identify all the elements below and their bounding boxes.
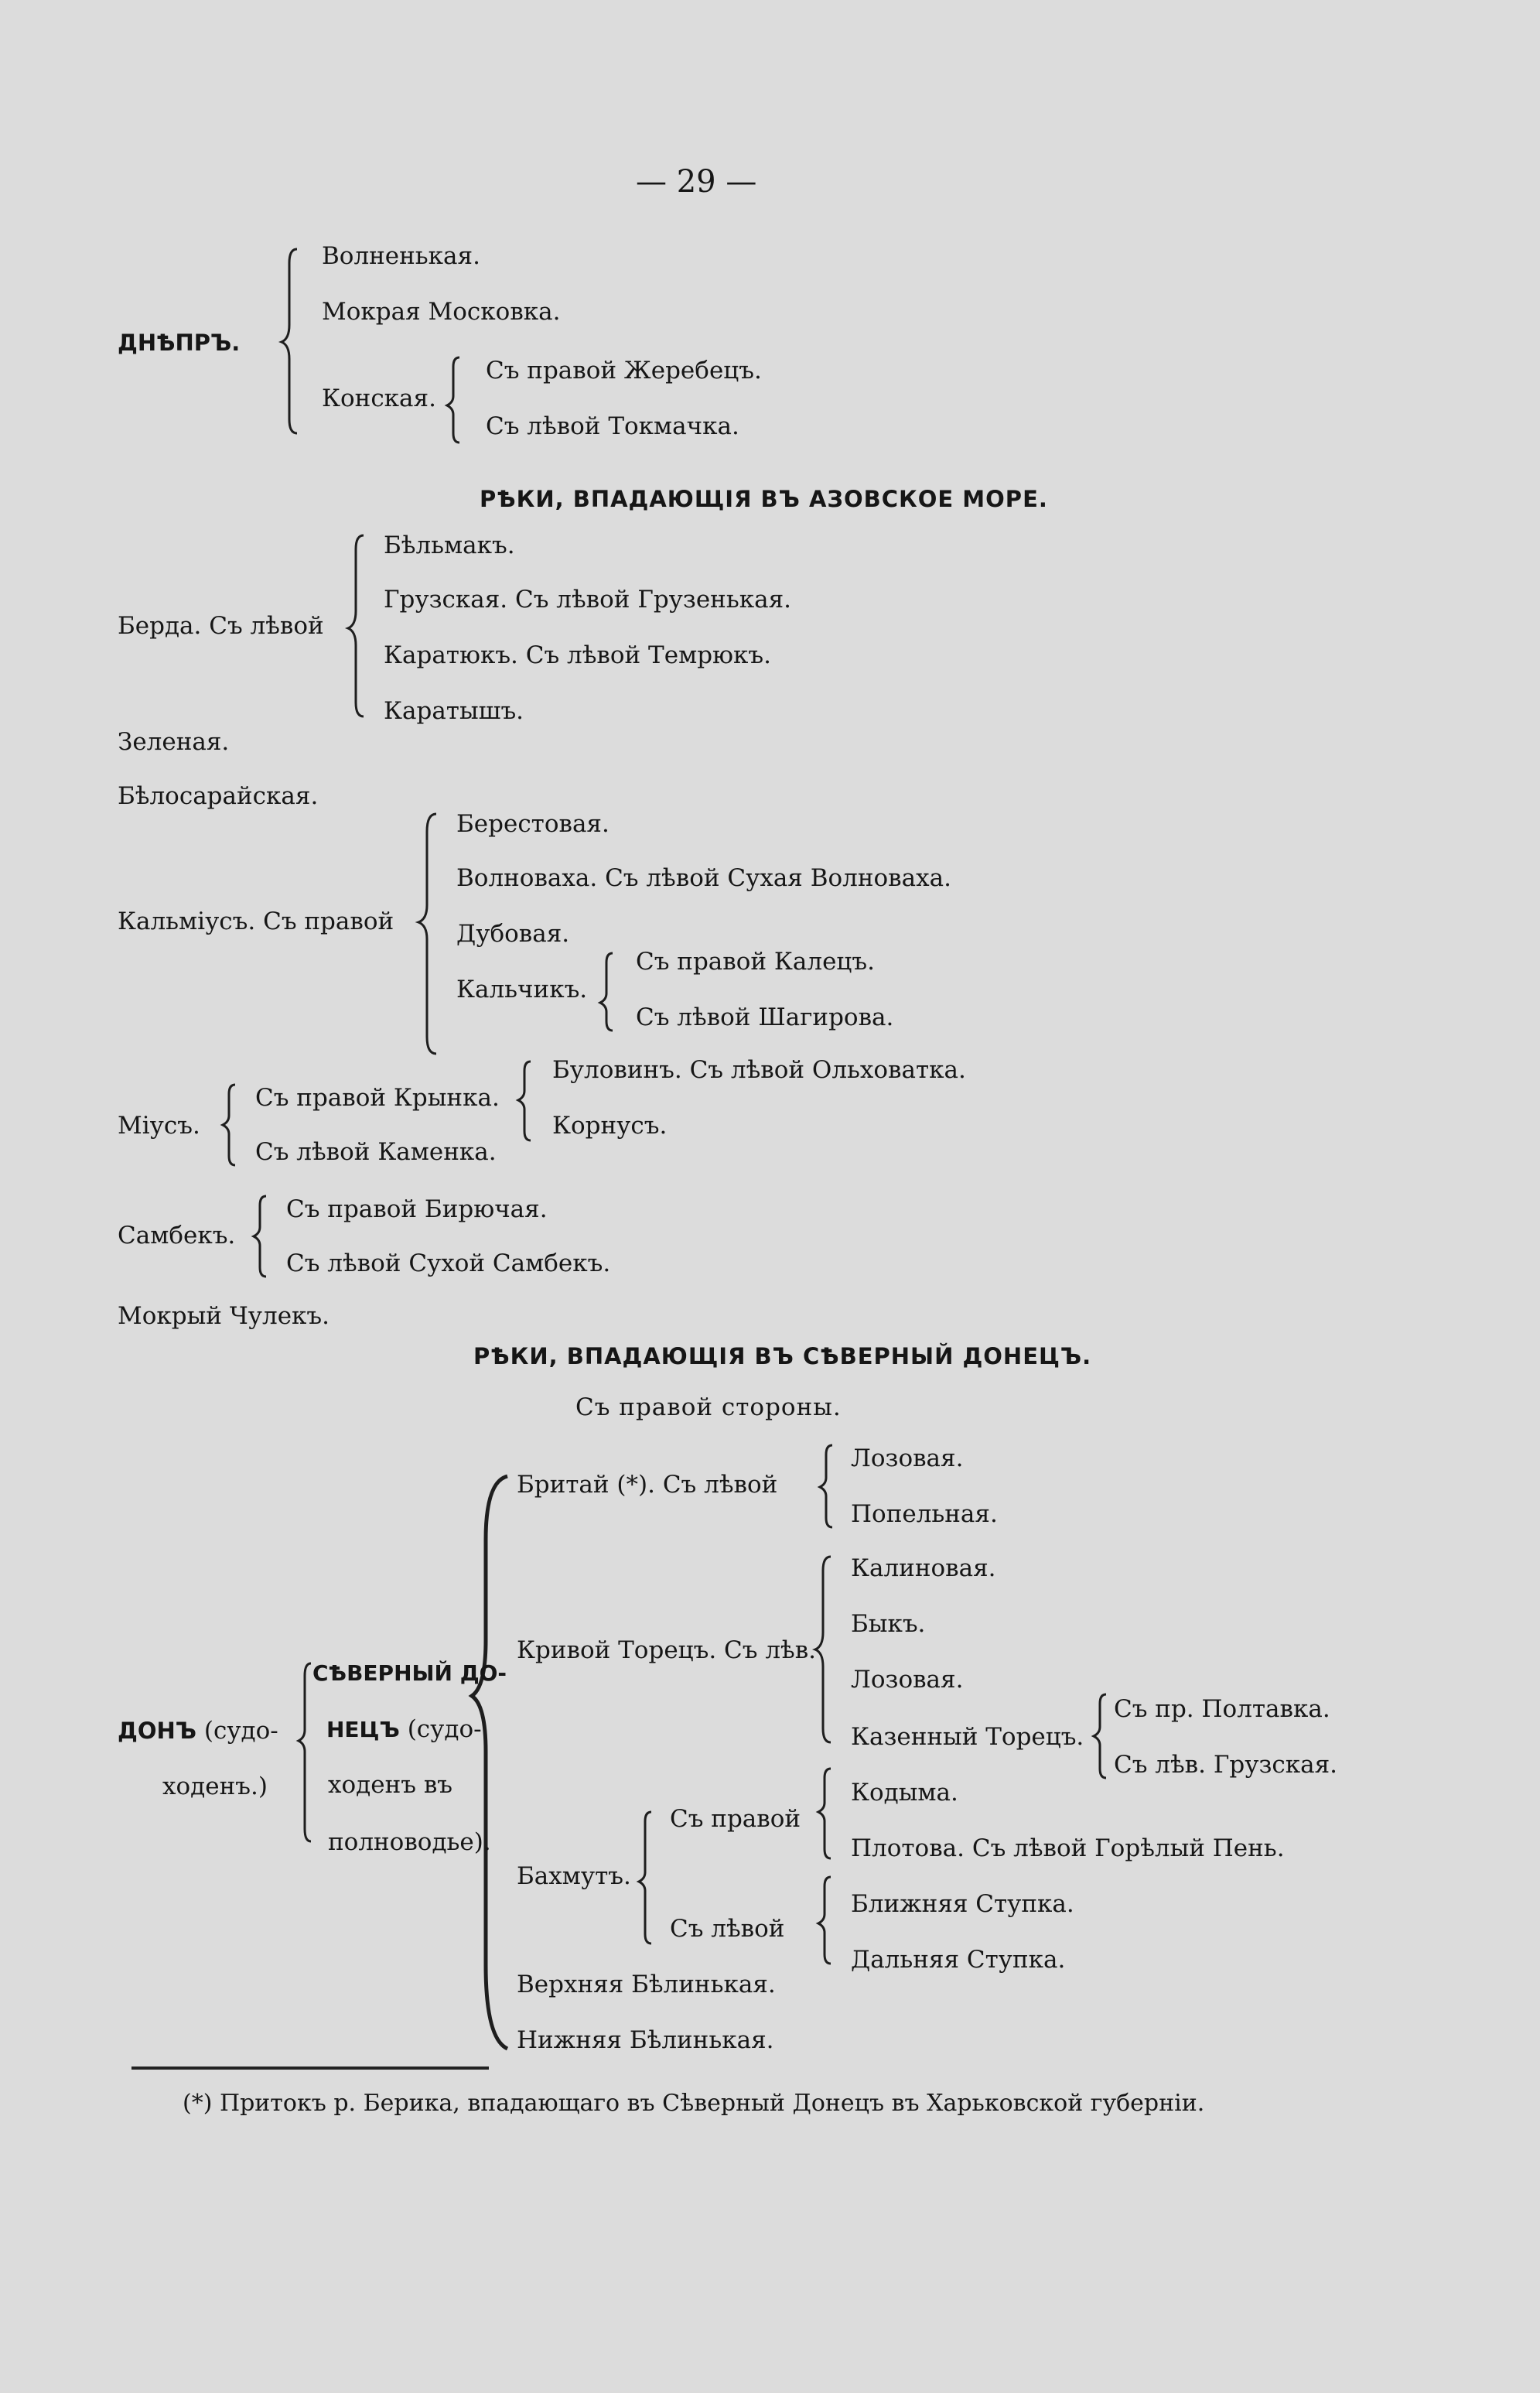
sub-tributary: Быкъ. bbox=[851, 1610, 926, 1638]
river-zelenaya: Зеленая. bbox=[118, 728, 230, 756]
tributary: Бѣльмакъ. bbox=[384, 532, 515, 559]
river-severny-donets: СѢВЕРНЫЙ ДО- bbox=[312, 1660, 507, 1686]
tributary-verkhnyaya-belinkaya: Верхняя Бѣлинькая. bbox=[517, 1971, 776, 1998]
tributary-nizhnyaya-belinkaya: Нижняя Бѣлинькая. bbox=[517, 2026, 774, 2054]
tributary: Каратышъ. bbox=[384, 697, 524, 725]
river-don bbox=[118, 1716, 278, 1745]
river-kalmius: Кальміусъ. Съ правой bbox=[118, 908, 394, 935]
tributary-kriviy-torets: Кривой Торецъ. Съ лѣв. bbox=[517, 1636, 817, 1664]
subheading-right-side: Съ правой стороны. bbox=[575, 1393, 842, 1421]
tributary: Мокрая Московка. bbox=[322, 298, 561, 326]
brace-dnepr bbox=[282, 249, 297, 433]
section-heading-azov: РѢКИ, ВПАДАЮЩІЯ ВЪ АЗОВСКОЕ МОРЕ. bbox=[480, 486, 1048, 512]
tributary-britay: Бритай (*). Съ лѣвой bbox=[517, 1471, 778, 1499]
sub-tributary: Плотова. Съ лѣвой Горѣлый Пень. bbox=[851, 1834, 1285, 1862]
brace-bakh-right bbox=[818, 1769, 831, 1858]
brace-berda bbox=[348, 535, 364, 716]
brace-kalmius bbox=[418, 814, 436, 1054]
tributary: Конская. bbox=[322, 385, 436, 412]
river-belosarayskaya: Бѣлосарайская. bbox=[118, 782, 319, 810]
tributary: Каратюкъ. Съ лѣвой Темрюкъ. bbox=[384, 641, 771, 669]
sub-sub-tributary: Съ пр. Полтавка. bbox=[1114, 1695, 1330, 1723]
brace-konskaya bbox=[447, 357, 459, 443]
donets-note: (судо- bbox=[407, 1715, 482, 1743]
brace-don bbox=[299, 1663, 311, 1841]
sub-tributary: Съ правой Калецъ. bbox=[636, 948, 875, 976]
brace-torets bbox=[815, 1557, 831, 1742]
sub-tributary: Корнусъ. bbox=[552, 1112, 668, 1140]
donets-name-part: НЕЦЪ bbox=[326, 1717, 400, 1742]
bakhmut-right: Съ правой bbox=[670, 1805, 801, 1833]
tributary: Дубовая. bbox=[456, 920, 570, 948]
brace-bakh-left bbox=[818, 1877, 831, 1964]
brace-kalchik bbox=[600, 953, 613, 1031]
tributary: Съ правой Крынка. bbox=[255, 1084, 500, 1112]
sub-tributary: Попельная. bbox=[851, 1500, 998, 1528]
footnote-rule bbox=[131, 2067, 489, 2070]
river-sambek: Самбекъ. bbox=[118, 1222, 236, 1249]
brace-mius bbox=[223, 1085, 235, 1165]
tributary: Съ правой Бирючая. bbox=[286, 1195, 548, 1223]
brace-severny bbox=[472, 1476, 507, 2049]
tributary-bakhmut: Бахмутъ. bbox=[517, 1862, 631, 1890]
don-note: (судо- bbox=[203, 1717, 278, 1745]
tributary: Волноваха. Съ лѣвой Сухая Волноваха. bbox=[456, 864, 951, 892]
page-number: — 29 — bbox=[636, 164, 757, 200]
bakhmut-left: Съ лѣвой bbox=[670, 1915, 785, 1943]
severny-donets-line-2 bbox=[326, 1714, 482, 1745]
brace-krynka bbox=[518, 1061, 531, 1140]
tributary: Кальчикъ. bbox=[456, 976, 588, 1003]
don-name: ДОНЪ bbox=[118, 1718, 196, 1744]
sub-tributary: Буловинъ. Съ лѣвой Ольховатка. bbox=[552, 1056, 966, 1084]
brace-bakhmut bbox=[639, 1812, 651, 1943]
river-berda: Берда. Съ лѣвой bbox=[118, 612, 324, 640]
tributary: Волненькая. bbox=[322, 242, 480, 270]
river-dnepr: ДНѢПРЪ. bbox=[118, 330, 241, 356]
tributary: Берестовая. bbox=[456, 810, 610, 838]
brace-sambek bbox=[254, 1196, 266, 1277]
tributary: Съ лѣвой Каменка. bbox=[255, 1138, 497, 1166]
sub-tributary: Лозовая. bbox=[851, 1666, 964, 1694]
river-mokry-chulek: Мокрый Чулекъ. bbox=[118, 1302, 330, 1330]
sub-tributary: Съ лѣвой Токмачка. bbox=[486, 412, 739, 440]
brace-kazenny bbox=[1094, 1694, 1106, 1778]
sub-tributary: Ближняя Ступка. bbox=[851, 1890, 1074, 1918]
sub-sub-tributary: Съ лѣв. Грузская. bbox=[1114, 1751, 1337, 1779]
section-heading-donets: РѢКИ, ВПАДАЮЩІЯ ВЪ СѢВЕРНЫЙ ДОНЕЦЪ. bbox=[473, 1343, 1092, 1369]
sub-tributary: Казенный Торецъ. bbox=[851, 1723, 1084, 1751]
don-note-2: ходенъ.) bbox=[162, 1773, 268, 1800]
sub-tributary: Съ лѣвой Шагирова. bbox=[636, 1003, 894, 1031]
sub-tributary: Съ правой Жеребецъ. bbox=[486, 357, 762, 385]
tributary: Съ лѣвой Сухой Самбекъ. bbox=[286, 1249, 611, 1277]
river-mius: Міусъ. bbox=[118, 1112, 200, 1140]
sub-tributary: Лозовая. bbox=[851, 1444, 964, 1472]
brace-britay bbox=[820, 1445, 832, 1527]
tributary: Грузская. Съ лѣвой Грузенькая. bbox=[384, 586, 791, 614]
sub-tributary: Дальняя Ступка. bbox=[851, 1946, 1066, 1974]
footnote: (*) Притокъ р. Берика, впадающаго въ Сѣверный Донецъ въ Харьковской губерніи. bbox=[183, 2090, 1205, 2117]
sub-tributary: Кодыма. bbox=[851, 1779, 958, 1807]
donets-note-2: ходенъ въ bbox=[328, 1771, 452, 1799]
donets-note-3: полноводье). bbox=[328, 1828, 491, 1856]
sub-tributary: Калиновая. bbox=[851, 1554, 996, 1582]
